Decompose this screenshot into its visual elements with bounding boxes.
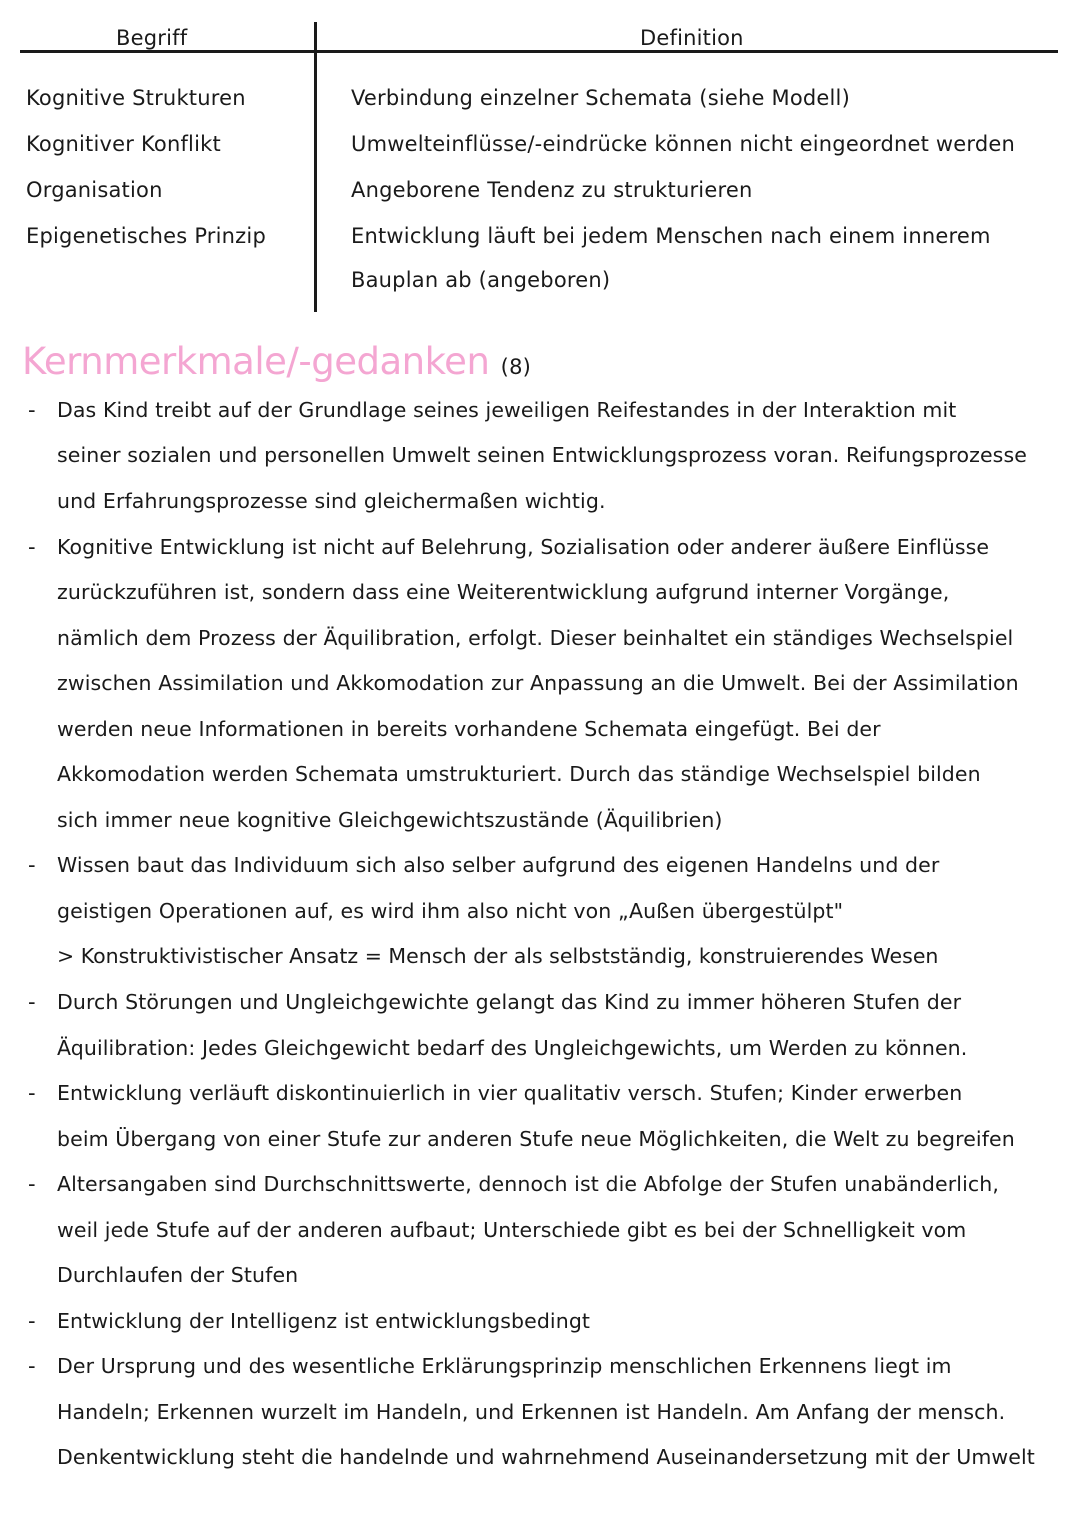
bullet-dash: - <box>28 1309 36 1333</box>
bullet-2-line-6: Akkomodation werden Schemata umstrukturiert. Durch das ständige Wechselspiel bilden <box>57 762 981 786</box>
bullet-1-line-3: und Erfahrungsprozesse sind gleichermaßen wichtig. <box>57 489 606 513</box>
bullet-2-line-2: zurückzuführen ist, sondern dass eine Weiterentwicklung aufgrund interner Vorgänge, <box>57 580 950 604</box>
section-count: (8) <box>500 355 532 379</box>
table-header-rule <box>20 50 1058 53</box>
bullet-dash: - <box>28 535 36 559</box>
bullet-dash: - <box>28 1354 36 1378</box>
bullet-3-line-1: Wissen baut das Individuum sich also selber aufgrund des eigenen Handelns und der <box>57 853 940 877</box>
bullet-2-line-7: sich immer neue kognitive Gleichgewichtszustände (Äquilibrien) <box>57 808 723 832</box>
bullet-6-line-3: Durchlaufen der Stufen <box>57 1263 299 1287</box>
bullet-6-line-2: weil jede Stufe auf der anderen aufbaut; Unterschiede gibt es bei der Schnelligkeit vom <box>57 1218 967 1242</box>
table-column-divider <box>314 22 317 312</box>
bullet-dash: - <box>28 398 36 422</box>
definition-epigenetisches-prinzip-line2: Bauplan ab (angeboren) <box>351 268 611 292</box>
bullet-dash: - <box>28 853 36 877</box>
bullet-8-line-3: Denkentwicklung steht die handelnde und wahrnehmend Auseinandersetzung mit der Umwelt <box>57 1445 1035 1469</box>
bullet-4-line-2: Äquilibration: Jedes Gleichgewicht bedarf des Ungleichgewichts, um Werden zu können. <box>57 1036 968 1060</box>
term-kognitiver-konflikt: Kognitiver Konflikt <box>26 132 221 156</box>
definition-epigenetisches-prinzip-line1: Entwicklung läuft bei jedem Menschen nach einem innerem <box>351 224 991 248</box>
definition-kognitive-strukturen: Verbindung einzelner Schemata (siehe Modell) <box>351 86 850 110</box>
bullet-8-line-2: Handeln; Erkennen wurzelt im Handeln, und Erkennen ist Handeln. Am Anfang der mensch. <box>57 1400 1006 1424</box>
section-title-text: Kernmerkmale/-gedanken <box>22 340 490 383</box>
term-kognitive-strukturen: Kognitive Strukturen <box>26 86 246 110</box>
bullet-dash: - <box>28 1081 36 1105</box>
bullet-3-line-2: geistigen Operationen auf, es wird ihm also nicht von „Außen übergestülpt" <box>57 899 844 923</box>
table-header-definition: Definition <box>640 26 744 50</box>
bullet-8-line-1: Der Ursprung und des wesentliche Erklärungsprinzip menschlichen Erkennens liegt im <box>57 1354 952 1378</box>
section-title <box>22 340 531 383</box>
bullet-4-line-1: Durch Störungen und Ungleichgewichte gelangt das Kind zu immer höheren Stufen der <box>57 990 962 1014</box>
table-header-term: Begriff <box>116 26 188 50</box>
bullet-2-line-5: werden neue Informationen in bereits vorhandene Schemata eingefügt. Bei der <box>57 717 881 741</box>
definition-kognitiver-konflikt: Umwelteinflüsse/-eindrücke können nicht eingeordnet werden <box>351 132 1016 156</box>
bullet-2-line-4: zwischen Assimilation und Akkomodation zur Anpassung an die Umwelt. Bei der Assimilation <box>57 671 1019 695</box>
bullet-2-line-3: nämlich dem Prozess der Äquilibration, erfolgt. Dieser beinhaltet ein ständiges Wechselspiel <box>57 626 1014 650</box>
bullet-7-line-1: Entwicklung der Intelligenz ist entwicklungsbedingt <box>57 1309 591 1333</box>
bullet-dash: - <box>28 1172 36 1196</box>
bullet-2-line-1: Kognitive Entwicklung ist nicht auf Belehrung, Sozialisation oder anderer äußere Einflüsse <box>57 535 990 559</box>
definition-organisation: Angeborene Tendenz zu strukturieren <box>351 178 753 202</box>
bullet-dash: - <box>28 990 36 1014</box>
bullet-1-line-1: Das Kind treibt auf der Grundlage seines jeweiligen Reifestandes in der Interaktion mit <box>57 398 957 422</box>
term-organisation: Organisation <box>26 178 163 202</box>
bullet-6-line-1: Altersangaben sind Durchschnittswerte, dennoch ist die Abfolge der Stufen unabänderlich, <box>57 1172 999 1196</box>
bullet-5-line-1: Entwicklung verläuft diskontinuierlich in vier qualitativ versch. Stufen; Kinder erwerben <box>57 1081 963 1105</box>
bullet-5-line-2: beim Übergang von einer Stufe zur anderen Stufe neue Möglichkeiten, die Welt zu begreifen <box>57 1127 1015 1151</box>
sub-point-konstruktivismus: > Konstruktivistischer Ansatz = Mensch der als selbstständig, konstruierendes Wesen <box>57 944 939 968</box>
term-epigenetisches-prinzip: Epigenetisches Prinzip <box>26 224 266 248</box>
bullet-1-line-2: seiner sozialen und personellen Umwelt seinen Entwicklungsprozess voran. Reifungsprozesse <box>57 443 1027 467</box>
